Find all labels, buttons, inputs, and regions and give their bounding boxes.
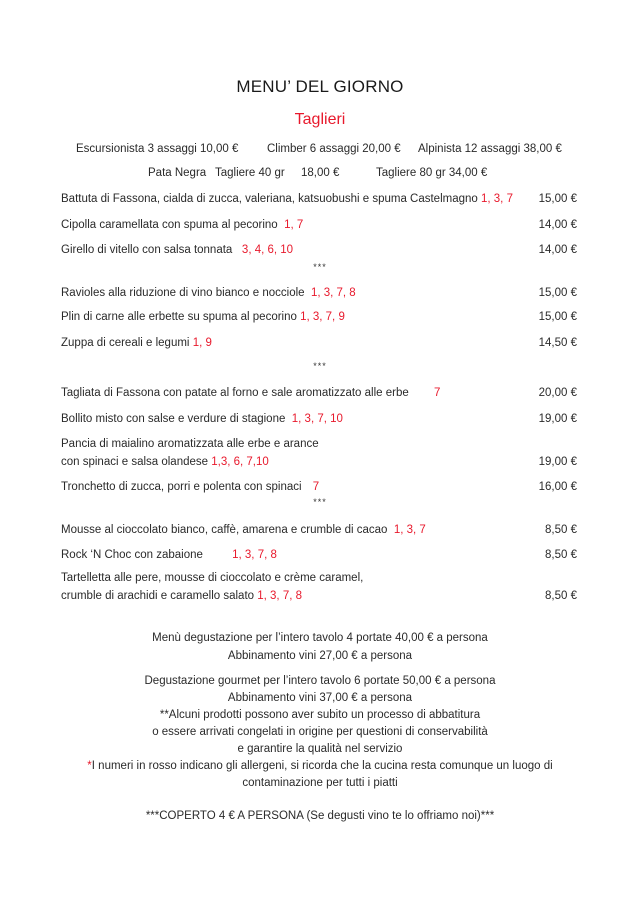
- dish-name-line1: Pancia di maialino aromatizzata alle erbe e arance: [61, 438, 319, 450]
- allergen-note-text: I numeri in rosso indicano gli allergeni, si ricorda che la cucina resta comunque un luogo di: [91, 760, 553, 772]
- pata-negra-option-40: Tagliere 40 gr: [215, 167, 285, 179]
- allergens: 1, 3, 7, 8: [310, 287, 356, 299]
- freezing-note-line2: o essere arrivati congelati in origine per questioni di conservabilità: [152, 726, 488, 738]
- dish-name: Mousse al cioccolato bianco, caffè, amarena e crumble di cacao: [61, 524, 388, 536]
- dish-name: Cipolla caramellata con spuma al pecorino: [61, 219, 278, 231]
- allergens: 1, 3, 7, 8: [232, 549, 277, 561]
- dish-name-line1: Tartelletta alle pere, mousse di cioccolato e crème caramel,: [61, 572, 364, 584]
- menu-item: [61, 549, 277, 561]
- dish-name: Bollito misto con salse e verdure di stagione: [61, 413, 286, 425]
- section-separator: ***: [313, 361, 327, 371]
- pata-negra-label: Pata Negra: [148, 167, 207, 179]
- allergens: 1, 3, 7, 8: [257, 590, 303, 602]
- section-separator: ***: [313, 262, 327, 272]
- page-title: MENU’ DEL GIORNO: [236, 77, 404, 96]
- dish-name: Tagliata di Fassona con patate al forno e sale aromatizzato alle erbe: [61, 387, 409, 399]
- tagliere-alpinista: Alpinista 12 assaggi 38,00 €: [418, 143, 562, 155]
- menu-item: [61, 311, 345, 323]
- menu-item: [61, 244, 293, 256]
- menu-item: [61, 524, 426, 536]
- allergens: 1, 3, 7: [481, 193, 513, 205]
- dish-price: 19,00 €: [538, 456, 577, 468]
- dish-price: 14,50 €: [538, 337, 577, 349]
- cover-charge-note: ***COPERTO 4 € A PERSONA (Se degusti vino te lo offriamo noi)***: [145, 810, 495, 822]
- dish-price: 15,00 €: [538, 287, 577, 299]
- wine-pairing-2: Abbinamento vini 37,00 € a persona: [227, 692, 413, 704]
- pata-negra-option-80: Tagliere 80 gr 34,00 €: [376, 167, 488, 179]
- tasting-menu-6: Degustazione gourmet per l’intero tavolo 6 portate 50,00 € a persona: [144, 675, 496, 687]
- menu-item: [61, 481, 319, 493]
- dish-name: Ravioles alla riduzione di vino bianco e nocciole: [61, 287, 305, 299]
- menu-item: [61, 413, 343, 425]
- allergen-note-line2: contaminazione per tutti i piatti: [242, 777, 398, 789]
- dish-name: crumble di arachidi e caramello salato: [61, 590, 255, 602]
- asterisk-marker: *: [87, 760, 92, 772]
- menu-item: [61, 337, 212, 349]
- dish-name: Battuta di Fassona, cialda di zucca, valeriana, katsuobushi e spuma Castelmagno: [61, 193, 478, 205]
- menu-item: [61, 219, 303, 231]
- dish-price: 16,00 €: [538, 481, 577, 493]
- dish-price: 14,00 €: [538, 244, 577, 256]
- freezing-note-line3: e garantire la qualità nel servizio: [237, 743, 403, 755]
- allergens: 1, 7: [284, 219, 304, 231]
- allergen-note-line1: [0, 760, 640, 772]
- allergens: 3, 4, 6, 10: [241, 244, 294, 256]
- wine-pairing-1: Abbinamento vini 27,00 € a persona: [227, 650, 413, 662]
- dish-price: 8,50 €: [545, 590, 577, 602]
- dish-price: 15,00 €: [538, 193, 577, 205]
- menu-item: [61, 590, 302, 602]
- tasting-menu-4: Menù degustazione per l’intero tavolo 4 portate 40,00 € a persona: [152, 632, 488, 644]
- freezing-note-line1: **Alcuni prodotti possono aver subito un processo di abbatitura: [159, 709, 481, 721]
- dish-name: Zuppa di cereali e legumi: [61, 337, 190, 349]
- allergens: 1, 3, 7, 9: [300, 311, 345, 323]
- allergens: 1, 3, 7: [393, 524, 426, 536]
- allergens: 1, 9: [192, 337, 212, 349]
- section-heading-taglieri: Taglieri: [294, 111, 346, 128]
- section-separator: ***: [313, 497, 327, 507]
- menu-item: [61, 193, 513, 205]
- dish-price: 19,00 €: [538, 413, 577, 425]
- tagliere-escursionista: Escursionista 3 assaggi 10,00 €: [76, 143, 239, 155]
- dish-price: 8,50 €: [545, 549, 577, 561]
- dish-price: 20,00 €: [538, 387, 577, 399]
- pata-negra-price-40: 18,00 €: [301, 167, 340, 179]
- dish-name: con spinaci e salsa olandese: [61, 456, 209, 468]
- menu-item: [61, 287, 356, 299]
- dish-price: 8,50 €: [545, 524, 577, 536]
- dish-price: 14,00 €: [538, 219, 577, 231]
- menu-item: [61, 456, 269, 468]
- tagliere-climber: Climber 6 assaggi 20,00 €: [267, 143, 401, 155]
- dish-name: Girello di vitello con salsa tonnata: [61, 244, 233, 256]
- dish-name: Plin di carne alle erbette su spuma al pecorino: [61, 311, 297, 323]
- allergens: 7: [312, 481, 320, 493]
- menu-item: [61, 387, 440, 399]
- allergens: 1, 3, 7, 10: [291, 413, 343, 425]
- dish-name: Rock ‘N Choc con zabaione: [61, 549, 203, 561]
- dish-name: Tronchetto di zucca, porri e polenta con spinaci: [61, 481, 302, 493]
- allergens: 1,3, 6, 7,10: [211, 456, 269, 468]
- dish-price: 15,00 €: [538, 311, 577, 323]
- allergens: 7: [433, 387, 441, 399]
